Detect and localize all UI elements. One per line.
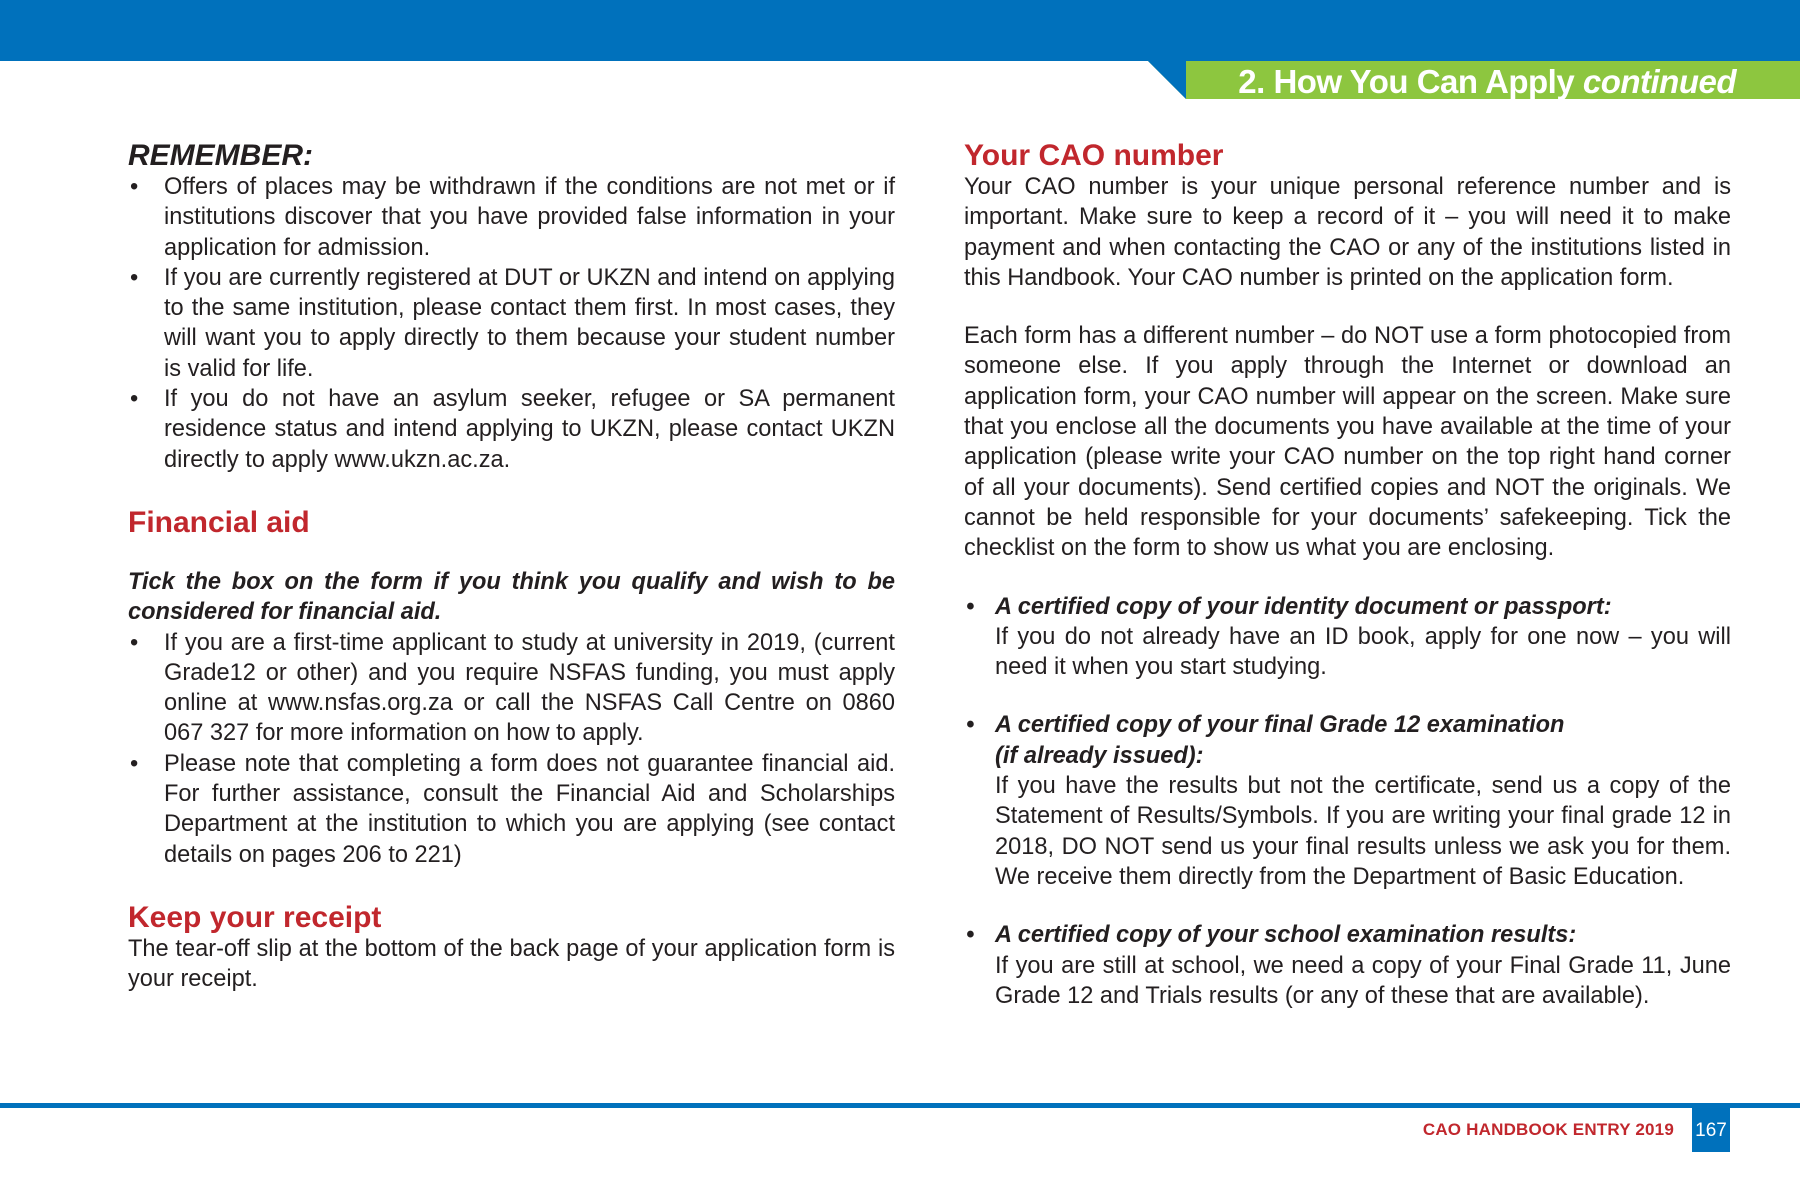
- section-banner: [0, 0, 1800, 100]
- document-body: If you do not already have an ID book, apply for one now – you will need it when you start studying.: [995, 623, 1731, 681]
- document-body: If you are still at school, we need a copy of your Final Grade 11, June Grade 12 and Trials results (or any of these that are available).: [995, 952, 1731, 1009]
- list-item: • Please note that completing a form does not guarantee financial aid. For further assistance, consult the Financial Aid and Scholarships Department at the institution to which you are applying (see contact details on pages 206 to 221): [130, 750, 895, 868]
- document-heading: A certified copy of your identity document or passport:: [995, 593, 1612, 620]
- remember-list: [128, 172, 895, 475]
- footer-rule: [0, 1103, 1800, 1108]
- cao-number-heading: Your CAO number: [964, 139, 1224, 172]
- cao-paragraph-2: Each form has a different number – do NOT use a form photocopied from someone else. If you apply through the Internet or download an application form, your CAO number will appear on the screen. Make sure that you enclose all the documents you have available at the time of your application (please write your CAO number on the top right hand corner of all your documents). Send certified copies and NOT the originals. We cannot be held responsible for your documents’ safekeeping. Tick the checklist on the form to show us what you are enclosing.: [964, 323, 1731, 562]
- bullet-icon: •: [130, 386, 139, 413]
- list-item: • Offers of places may be withdrawn if the conditions are not met or if institutions discover that you have provided false information in your application for admission.: [130, 174, 895, 261]
- list-item: • If you are currently registered at DUT or UKZN and intend on applying to the same institution, please contact them first. In most cases, they will want you to apply directly to them because your student number is valid for life.: [130, 264, 895, 382]
- receipt-text: The tear-off slip at the bottom of the back page of your application form is your receipt.: [128, 935, 895, 993]
- bullet-icon: •: [966, 712, 975, 739]
- list-item: • If you are a first-time applicant to study at university in 2019, (current Grade12 or other) and you require NSFAS funding, you must apply online at www.nsfas.org.za or call the NSFAS Call Centre on 0860 067 327 for more information on how to apply.: [130, 629, 895, 747]
- document-body: If you have the results but not the certificate, send us a copy of the Statement of Results/Symbols. If you are writing your final grade 12 in 2018, DO NOT send us your final results unless we ask you for them. We receive them directly from the Department of Basic Education.: [995, 773, 1731, 890]
- section-title-main: 2. How You Can Apply: [1238, 63, 1575, 100]
- left-column: [128, 138, 895, 995]
- financial-aid-note: Tick the box on the form if you think you qualify and wish to be considered for financial aid.: [128, 568, 895, 626]
- document-heading: A certified copy of your final Grade 12 examination: [995, 712, 1565, 739]
- bullet-icon: •: [966, 922, 975, 949]
- bullet-icon: •: [130, 750, 139, 777]
- receipt-heading: Keep your receipt: [128, 900, 382, 934]
- cao-paragraph-1: Your CAO number is your unique personal reference number and is important. Make sure to keep a record of it – you will need it to make payment and when contacting the CAO or any of the institutions listed in this Handbook. Your CAO number is printed on the application form.: [964, 174, 1731, 291]
- financial-aid-list: [128, 628, 895, 870]
- section-title: [1238, 61, 1736, 99]
- page-number: 167: [1692, 1108, 1730, 1152]
- document-item-grade12: [964, 710, 1731, 892]
- document-item-school-results: [964, 920, 1731, 1011]
- bullet-icon: •: [130, 264, 139, 291]
- right-column: [964, 138, 1731, 1011]
- document-heading: A certified copy of your school examination results:: [995, 922, 1577, 949]
- list-item: • If you do not have an asylum seeker, refugee or SA permanent residence status and intend applying to UKZN, please contact UKZN directly to apply www.ukzn.ac.za.: [130, 386, 895, 473]
- footer-handbook-label: CAO HANDBOOK ENTRY 2019: [1422, 1120, 1674, 1139]
- document-item-id: [964, 592, 1731, 683]
- remember-heading: REMEMBER:: [128, 139, 313, 172]
- bullet-icon: •: [130, 629, 139, 656]
- financial-aid-heading: Financial aid: [128, 505, 310, 539]
- bullet-icon: •: [966, 593, 975, 620]
- bullet-icon: •: [130, 174, 139, 200]
- document-heading-line2: (if already issued):: [995, 742, 1204, 769]
- section-title-suffix: continued: [1582, 63, 1736, 100]
